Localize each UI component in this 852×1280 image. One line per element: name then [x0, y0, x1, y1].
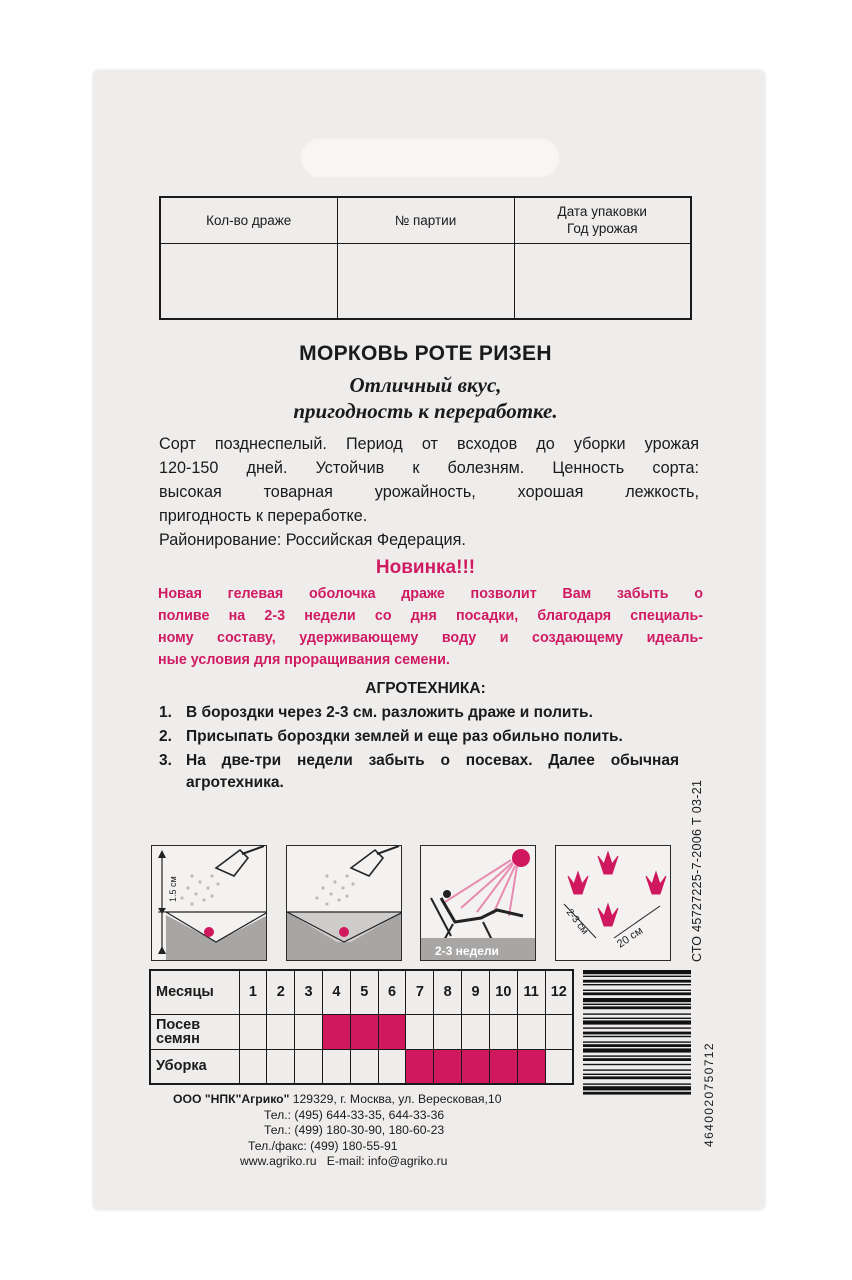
agrotech-steps	[159, 702, 679, 796]
month-header: 11	[517, 970, 545, 1014]
harvest-cell	[239, 1049, 267, 1084]
barcode-bar	[583, 1018, 691, 1019]
barcode-bar	[583, 992, 691, 995]
wait-pictogram	[420, 845, 536, 961]
sowing-cell	[350, 1014, 378, 1049]
barcode-digits: 4640020750712	[702, 1042, 716, 1147]
step-text: На две-три недели забыть о посевах. Далее обычная агротехника.	[186, 752, 679, 791]
sowing-pictogram	[151, 845, 267, 961]
harvest-cell	[322, 1049, 350, 1084]
sowing-cell	[434, 1014, 462, 1049]
planting-calendar	[149, 969, 574, 1085]
description-line: высокая товарная урожайность, хорошая лежкость,	[159, 483, 699, 501]
barcode-bar	[583, 970, 691, 974]
barcode-bar	[583, 998, 691, 1002]
sowing-cell	[517, 1014, 545, 1049]
harvest-cell	[517, 1049, 545, 1084]
harvest-cell	[545, 1049, 573, 1084]
harvest-cell	[267, 1049, 295, 1084]
batch-header: № партии	[337, 197, 514, 243]
company-fax: Тел./факс: (499) 180-55-91	[248, 1138, 398, 1153]
spacing-pictogram	[555, 845, 671, 961]
barcode-bar	[583, 990, 691, 991]
agrotech-title: АГРОТЕХНИКА:	[365, 680, 486, 697]
company-info	[173, 1092, 603, 1170]
agrotech-step	[159, 702, 679, 724]
harvest-cell	[350, 1049, 378, 1084]
month-header: 7	[406, 970, 434, 1014]
spacing-row-label: 2-3 см	[563, 907, 591, 937]
subtitle-line: Отличный вкус,	[349, 373, 502, 397]
company-phone: Тел.: (495) 644-33-35, 644-33-36	[264, 1107, 445, 1122]
barcode-bar	[583, 1074, 691, 1075]
barcode-bar	[583, 1092, 691, 1095]
company-email: E-mail: info@agriko.ru	[326, 1154, 448, 1168]
pack-date-value	[514, 243, 691, 319]
step-text: Присыпать бороздки землей и еще раз обильно полить.	[186, 728, 623, 745]
agrotech-step	[159, 750, 679, 794]
agrotech-step	[159, 726, 679, 748]
batch-value	[337, 243, 514, 319]
variety-description	[159, 432, 699, 552]
novelty-line: поливе на 2-3 недели со дня посадки, благодаря специаль-	[158, 608, 703, 624]
sowing-cell	[239, 1014, 267, 1049]
barcode-bar	[583, 1013, 691, 1014]
product-subtitle	[159, 372, 692, 424]
step-number: 3.	[159, 752, 172, 769]
month-header: 3	[295, 970, 323, 1014]
company-website: www.agriko.ru	[240, 1154, 317, 1168]
barcode-bar	[583, 1058, 691, 1061]
harvest-cell	[462, 1049, 490, 1084]
weeks-label: 2-3 недели	[435, 944, 499, 958]
month-header: 12	[545, 970, 573, 1014]
depth-label: 1.5 см	[168, 876, 178, 902]
barcode-bar	[583, 1086, 691, 1090]
subtitle-line: пригодность к переработке.	[293, 399, 558, 423]
month-header: 8	[434, 970, 462, 1014]
batch-info-table	[159, 196, 692, 320]
barcode	[583, 968, 694, 1148]
step-text: В бороздки через 2-3 см. разложить драже и полить.	[186, 704, 593, 721]
harvest-cell	[378, 1049, 406, 1084]
month-header: 2	[267, 970, 295, 1014]
company-name: ООО "НПК"Агрико"	[173, 1092, 290, 1106]
barcode-bar	[583, 1076, 691, 1079]
harvest-label: Уборка	[150, 1049, 239, 1084]
step-number: 1.	[159, 704, 172, 721]
novelty-line: Новая гелевая оболочка драже позволит Вам забыть о	[158, 586, 703, 602]
hang-hole	[300, 138, 560, 178]
barcode-bar	[583, 1032, 691, 1035]
novelty-text	[158, 583, 703, 671]
novelty-line: ному составу, удерживающему воду и создающему идеаль-	[158, 630, 703, 646]
standard-code: СТО 45727225-7-2006 Т 03-21	[690, 779, 704, 962]
barcode-bar	[583, 1036, 691, 1037]
barcode-bar	[583, 1055, 691, 1056]
month-header: 1	[239, 970, 267, 1014]
company-phone: Тел.: (499) 180-30-90, 180-60-23	[264, 1123, 445, 1137]
month-header: 5	[350, 970, 378, 1014]
sowing-cell	[545, 1014, 573, 1049]
product-title: МОРКОВЬ РОТЕ РИЗЕН	[299, 342, 552, 365]
sowing-cell	[322, 1014, 350, 1049]
description-line: 120-150 дней. Устойчив к болезням. Ценность сорта:	[159, 459, 699, 477]
month-header: 6	[378, 970, 406, 1014]
barcode-bar	[583, 1069, 691, 1070]
company-address: 129329, г. Москва, ул. Вересковая,10	[292, 1092, 502, 1106]
barcode-bar	[583, 1020, 691, 1024]
count-value	[160, 243, 337, 319]
step-number: 2.	[159, 728, 172, 745]
pack-date-header: Дата упаковки Год урожая	[514, 197, 691, 243]
description-line: Районирование: Российская Федерация.	[159, 531, 466, 549]
barcode-bar	[583, 976, 691, 977]
description-line: Сорт позднеспелый. Период от всходов до уборки урожая	[159, 435, 699, 453]
sowing-cell	[295, 1014, 323, 1049]
barcode-bar	[583, 1048, 691, 1052]
months-label: Месяцы	[150, 970, 239, 1014]
sowing-cell	[489, 1014, 517, 1049]
harvest-cell	[434, 1049, 462, 1084]
sowing-label	[150, 1014, 239, 1049]
spacing-col-label: 20 см	[614, 924, 646, 951]
sowing-cell	[406, 1014, 434, 1049]
barcode-bar	[583, 980, 691, 983]
barcode-bar	[583, 1041, 691, 1042]
count-header: Кол-во драже	[160, 197, 337, 243]
sowing-cell	[378, 1014, 406, 1049]
sowing-label-line: семян	[156, 1030, 200, 1047]
sowing-label-line: Посев	[156, 1016, 201, 1033]
month-header: 4	[322, 970, 350, 1014]
barcode-bar	[583, 984, 691, 985]
cover-pictogram	[286, 845, 402, 961]
barcode-bar	[583, 1083, 691, 1084]
month-header: 9	[462, 970, 490, 1014]
barcode-bar	[583, 1004, 691, 1005]
sowing-cell	[462, 1014, 490, 1049]
barcode-bar	[583, 1027, 691, 1028]
description-line: пригодность к переработке.	[159, 507, 368, 525]
barcode-bar	[583, 1044, 691, 1047]
harvest-cell	[295, 1049, 323, 1084]
barcode-bar	[583, 1006, 691, 1009]
novelty-title: Новинка!!!	[375, 557, 476, 578]
month-header: 10	[489, 970, 517, 1014]
sowing-cell	[267, 1014, 295, 1049]
harvest-cell	[489, 1049, 517, 1084]
barcode-bar	[583, 1064, 691, 1065]
novelty-line: ные условия для проращивания семени.	[158, 652, 450, 668]
harvest-cell	[406, 1049, 434, 1084]
